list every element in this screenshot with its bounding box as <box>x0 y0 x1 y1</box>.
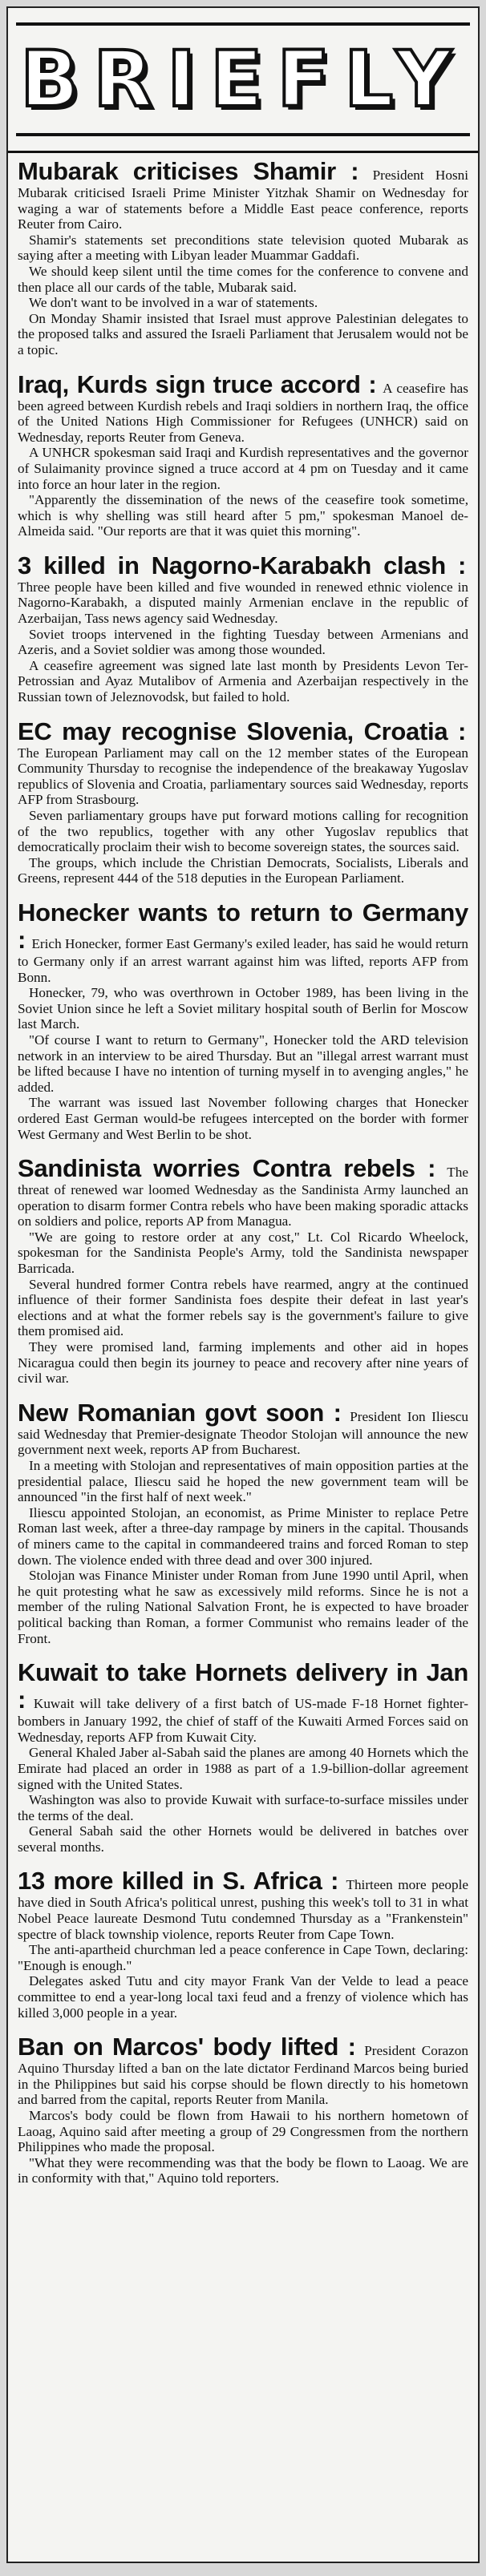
story-paragraph-text: President Hosni Mubarak criticised Israeli Prime Minister Yitzhak Shamir on Wednesday for waging a war of statements before a Middle East peace conference, reports Reuter from Cairo. <box>18 168 468 232</box>
masthead-rule <box>16 133 470 136</box>
story-paragraph: "Apparently the dissemination of the news of the ceasefire took sometime, which is why shelling was still heard after 5 pm," spokesman Manoel de-Almeida said. "Our reports are that it was quiet this morning". <box>18 492 468 539</box>
story-lead-paragraph <box>18 2033 468 2108</box>
story-lead-paragraph <box>18 1155 468 1229</box>
news-story <box>18 158 468 358</box>
story-headline: Sandinista worries Contra rebels : <box>18 1154 436 1183</box>
story-paragraph: General Sabah said the other Hornets would be delivered in batches over several months. <box>18 1823 468 1855</box>
story-paragraph: Stolojan was Finance Minister under Roman from June 1990 until April, when he quit protesting what he saw as excessively mild reforms. Since he is not a member of the ruling National Salvation Front, he is expected to have broader political backing than Roman, a former Communist who remains leader of the Front. <box>18 1568 468 1646</box>
news-story <box>18 1659 468 1855</box>
story-paragraph-text: The European Parliament may call on the 12 member states of the European Community Thursday to recognise the independence of the breakaway Yugoslav republics of Slovenia and Croatia, parliamentary sources said Wednesday, reports AFP from Strasbourg. <box>18 745 468 808</box>
story-paragraph: The warrant was issued last November following charges that Honecker ordered East German would-be refugees intercepted on the border with former West Germany and West Berlin to be shot. <box>18 1095 468 1142</box>
news-story <box>18 718 468 886</box>
story-headline: 3 killed in Nagorno-Karabakh clash : <box>18 551 466 579</box>
story-headline: Iraq, Kurds sign truce accord : <box>18 369 377 398</box>
story-lead-paragraph <box>18 1399 468 1458</box>
masthead-rule <box>16 22 470 26</box>
story-headline: Mubarak criticises Shamir : <box>18 157 359 185</box>
news-story <box>18 899 468 1142</box>
story-paragraph-text: Erich Honecker, former East Germany's exiled leader, has said he would return to Germany only if an arrest warrant against him was lifted, reports AFP from Bonn. <box>18 935 468 985</box>
story-headline: 13 more killed in S. Africa : <box>18 1867 339 1896</box>
story-lead-paragraph <box>18 371 468 446</box>
story-headline: Kuwait to take Hornets delivery in Jan : <box>18 1658 468 1714</box>
masthead-title: BRIEFLY <box>20 34 466 124</box>
story-lead-paragraph <box>18 158 468 232</box>
story-paragraph-text: The threat of renewed war loomed Wednesday as the Sandinista Army launched an operation to disarm former Contra rebels who have been making sporadic attacks on soldiers and police, reports AP from Managua. <box>18 1165 468 1229</box>
news-story <box>18 2033 468 2186</box>
story-paragraph: A ceasefire agreement was signed late last month by Presidents Levon Ter-Petrossian and Ayaz Mutalibov of Armenia and Azerbaijan respectively in the Russian town of Jeleznovodsk, but failed to hold. <box>18 657 468 705</box>
story-paragraph: The anti-apartheid churchman led a peace conference in Cape Town, declaring: "Enough is enough." <box>18 1942 468 1973</box>
story-headline: EC may recognise Slovenia, Croatia : <box>18 717 466 745</box>
story-paragraph-text: Three people have been killed and five wounded in renewed ethnic violence in Nagorno-Karabakh, a disputed mainly Armenian enclave in the republic of Azerbaijan, Tass news agency said Wednesday. <box>18 579 468 627</box>
story-paragraph: "We are going to restore order at any cost," Lt. Col Ricardo Wheelock, spokesman for the Sandinista People's Army, told the Sandinista newspaper Barricada. <box>18 1229 468 1277</box>
story-paragraph: They were promised land, farming implements and other aid in hopes Nicaragua could then begin its journey to peace and recovery after nine years of civil war. <box>18 1339 468 1387</box>
story-paragraph: Soviet troops intervened in the fighting Tuesday between Armenians and Azeris, and a Soviet soldier was among those wounded. <box>18 626 468 658</box>
story-paragraph: Seven parliamentary groups have put forward motions calling for recognition of the two republics, together with any other Yugoslav republics that democratically proclaim their wish to become sovereign states, the sources said. <box>18 808 468 855</box>
news-story <box>18 371 468 539</box>
story-lead-paragraph <box>18 899 468 985</box>
story-paragraph: "What they were recommending was that the body be flown to Laoag. We are in conformity with that," Aquino told reporters. <box>18 2154 468 2186</box>
story-headline: Honecker wants to return to Germany : <box>18 898 468 954</box>
story-headline: New Romanian govt soon : <box>18 1398 342 1427</box>
story-paragraph: General Khaled Jaber al-Sabah said the planes are among 40 Hornets which the Emirate had placed an order in 1988 as part of a 1.9-billion-dollar agreement signed with the United States. <box>18 1745 468 1792</box>
story-lead-paragraph <box>18 1867 468 1942</box>
story-paragraph-text: President Corazon Aquino Thursday lifted a ban on the late dictator Ferdinand Marcos being buried in the Philippines but said his corpse should be flown directly to his hometown and barred from the capital, reports Reuter from Manila. <box>18 2043 468 2108</box>
story-lead-paragraph <box>18 718 468 808</box>
story-paragraph: We don't want to be involved in a war of statements. <box>29 295 318 311</box>
story-paragraph-text: President Ion Iliescu said Wednesday that Premier-designate Theodor Stolojan will announce the new government next week, reports AP from Bucharest. <box>18 1408 468 1458</box>
story-paragraph: Delegates asked Tutu and city mayor Frank Van der Velde to lead a peace committee to end a year-long local taxi feud and a frenzy of violence which has killed 3,000 people in a year. <box>18 1973 468 2021</box>
masthead <box>8 8 478 153</box>
story-paragraph: Honecker, 79, who was overthrown in October 1989, has been living in the Soviet Union since he left a Soviet military hospital south of Berlin for Moscow last March. <box>18 985 468 1032</box>
story-paragraph: Shamir's statements set preconditions state television quoted Mubarak as saying after a meeting with Libyan leader Muammar Gaddafi. <box>18 232 468 264</box>
story-paragraph: Washington was also to provide Kuwait with surface-to-surface missiles under the terms of the deal. <box>18 1792 468 1823</box>
story-paragraph-text: Kuwait will take delivery of a first batch of US-made F-18 Hornet fighter-bombers in January 1992, the chief of staff of the Kuwaiti Armed Forces said on Wednesday, reports AFP from Kuwait City. <box>18 1696 469 1745</box>
story-paragraph: The groups, which include the Christian Democrats, Socialists, Liberals and Greens, represent 444 of the 518 deputies in the European Parliament. <box>18 854 468 886</box>
story-lead-paragraph <box>18 1659 468 1745</box>
story-paragraph: Marcos's body could be flown from Hawaii to his northern hometown of Laoag, Aquino said after meeting a group of 29 Congressmen from the northern Philippines who made the proposal. <box>18 2108 468 2155</box>
story-paragraph: In a meeting with Stolojan and representatives of main opposition parties at the presidential palace, Iliescu said he hoped the new government team will be announced "in the first half of next week." <box>18 1458 468 1505</box>
story-paragraph: On Monday Shamir insisted that Israel must approve Palestinian delegates to the proposed talks and assured the Israeli Parliament that Jerusalem would not be a topic. <box>18 310 468 357</box>
newspaper-page <box>6 6 480 2563</box>
story-paragraph: Several hundred former Contra rebels have rearmed, angry at the continued influence of their former Sandinista foes despite their defeat in last year's elections and at what the former rebels say is the government's failure to give them promised aid. <box>18 1276 468 1339</box>
news-story <box>18 1399 468 1646</box>
story-paragraph-text: A ceasefire has been agreed between Kurdish rebels and Iraqi soldiers in northern Iraq, the office of the United Nations High Commissioner for Refugees (UNHCR) said on Wednesday, reports Reuter from Geneva. <box>18 380 468 445</box>
news-story <box>18 552 468 705</box>
story-paragraph: "Of course I want to return to Germany", Honecker told the ARD television network in an interview to be aired Thursday. But an "illegal arrest warrant must be lifted because I have no intention of turning myself in to avenging angles," he added. <box>18 1032 468 1095</box>
story-paragraph: A UNHCR spokesman said Iraqi and Kurdish representatives and the governor of Sulaimanity province signed a truce accord at 4 pm on Tuesday and it came into force an hour later in the region. <box>18 445 468 492</box>
story-paragraph-text: Thirteen more people have died in South Africa's political unrest, pushing this week's toll to 31 in what Nobel Peace laureate Desmond Tutu condemned Thursday as a "Frankenstein" spectre of black township violence, reports Reuter from Cape Town. <box>18 1877 468 1942</box>
story-lead-paragraph <box>18 552 468 627</box>
story-headline: Ban on Marcos' body lifted : <box>18 2033 356 2061</box>
news-story <box>18 1155 468 1387</box>
stories-column <box>8 153 478 2186</box>
story-paragraph: We should keep silent until the time comes for the conference to convene and then place all our cards of the table, Mubarak said. <box>18 263 468 295</box>
story-paragraph: Iliescu appointed Stolojan, an economist, as Prime Minister to replace Petre Roman last week, after a three-day rampage by miners in the capital. Thousands of miners came to the capital in commandeered trains and forced Roman to step down. The violence ended with three dead and over 300 injured. <box>18 1504 468 1568</box>
news-story <box>18 1867 468 2021</box>
